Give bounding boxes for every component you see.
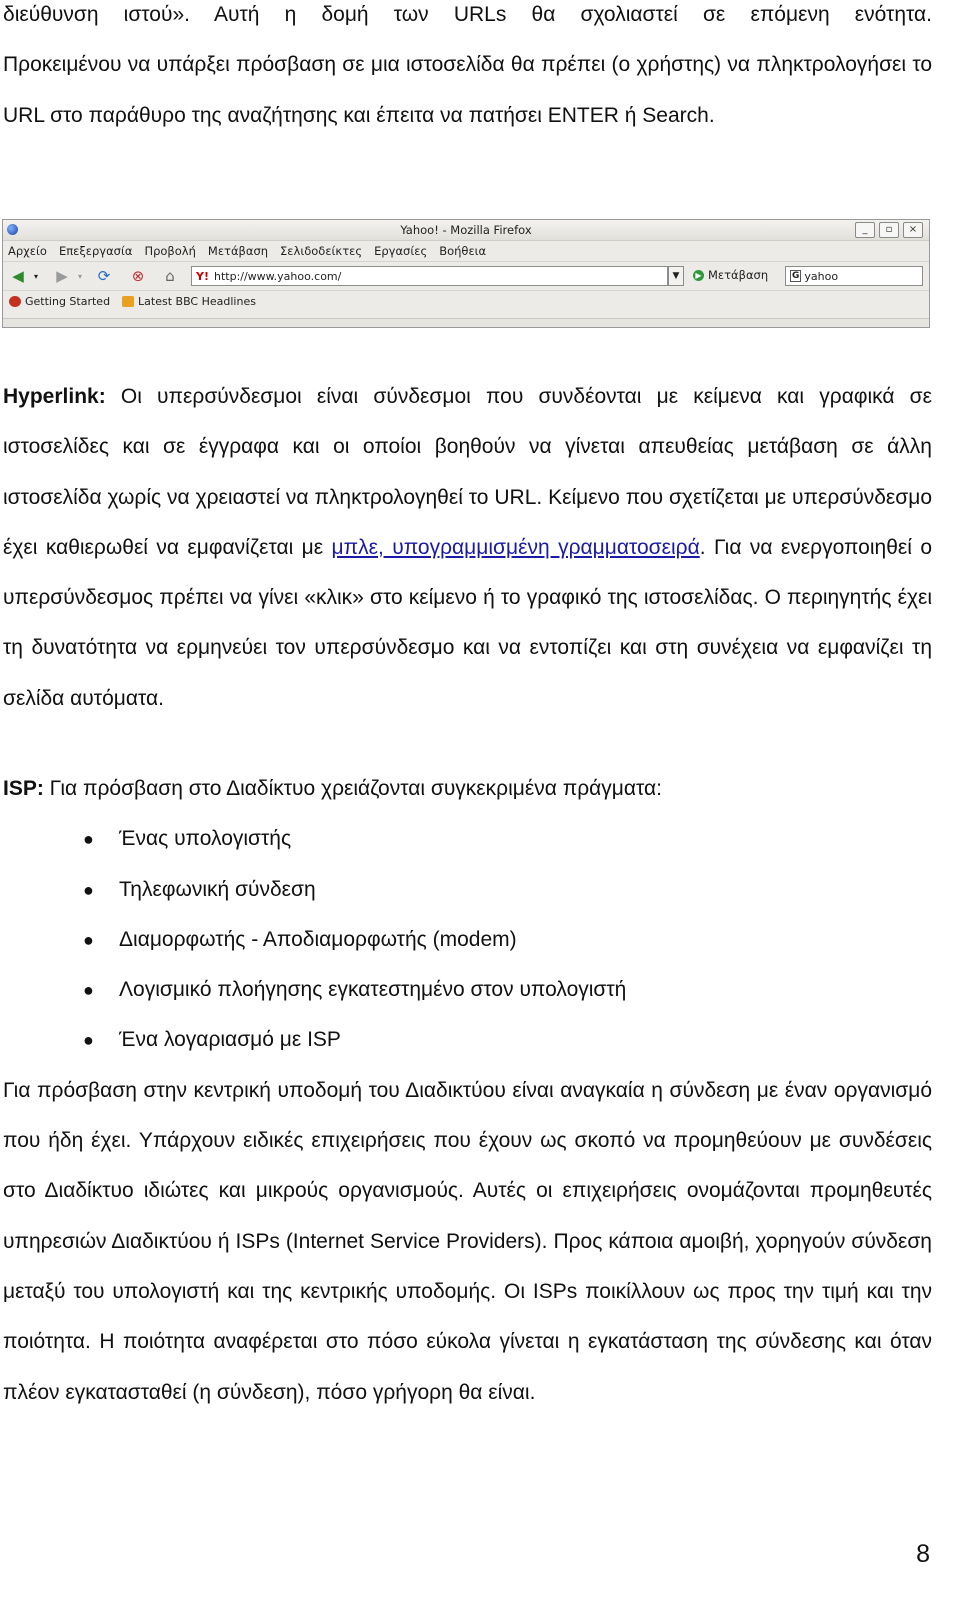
forward-icon[interactable]: ▶: [56, 267, 68, 285]
hyperlink-example-link[interactable]: μπλε, υπογραμμισμένη γραμματοσειρά: [331, 535, 700, 559]
menu-tools[interactable]: Εργασίες: [374, 244, 428, 258]
bullet-icon: ●: [83, 980, 94, 1001]
bookmark-label: Latest BBC Headlines: [138, 294, 256, 308]
isp-lead-text: Για πρόσβαση στο Διαδίκτυο χρειάζονται συγκεκριμένα πράγματα:: [43, 777, 663, 800]
browser-screenshot: [2, 219, 930, 328]
list-item: ● Λογισμικό πλοήγησης εγκατεστημένο στον υπολογιστή: [3, 965, 932, 1015]
rss-icon: [122, 296, 134, 307]
hyperlink-text-before: Οι υπερσύνδεσμοι είναι σύνδεσμοι που συνδέονται με κείμενα και γραφικά σε ιστοσελίδες και σε έγγραφα και οι οποίοι βοηθούν να γίνεται απευθείας μετάβαση σε άλλη ιστοσελίδα χωρίς να χρειαστεί να πληκτρολογηθεί το URL. Κείμενο που σχετίζεται με υπερσύνδεσμο έχει καθιερωθεί να εμφανίζεται με: [3, 385, 932, 559]
document-page: [3, 0, 932, 141]
menu-bookmarks[interactable]: Σελιδοδείκτες: [280, 244, 363, 258]
intro-line-1: διεύθυνση ιστού». Αυτή η δομή των URLs θα σχολιαστεί σε επόμενη ενότητα.: [3, 3, 932, 26]
go-label: Μετάβαση: [708, 268, 769, 282]
browser-titlebar: [3, 220, 929, 241]
back-icon[interactable]: ◀: [12, 267, 24, 285]
bullet-icon: ●: [83, 829, 94, 850]
minimize-button[interactable]: _: [855, 222, 875, 238]
browser-menubar: [3, 241, 929, 262]
browser-title: Yahoo! - Mozilla Firefox: [400, 223, 532, 237]
window-controls: [855, 222, 923, 238]
list-item: ● Ένα λογαριασμό με ISP: [3, 1015, 932, 1065]
page-number: 8: [916, 1540, 930, 1568]
menu-go[interactable]: Μετάβαση: [207, 244, 269, 258]
list-item: ● Ένας υπολογιστής: [3, 814, 932, 864]
bullet-icon: ●: [83, 1030, 94, 1051]
bullet-icon: ●: [83, 929, 94, 950]
url-dropdown-icon[interactable]: ▼: [668, 266, 684, 286]
forward-dropdown-icon[interactable]: ▾: [77, 271, 82, 281]
bookmark-bbc-headlines[interactable]: [122, 295, 256, 308]
list-item: ● Διαμορφωτής - Αποδιαμορφωτής (modem): [3, 915, 932, 965]
menu-file[interactable]: Αρχείο: [8, 244, 47, 258]
hyperlink-text-after: . Για να ενεργοποιηθεί ο υπερσύνδεσμος πρέπει να γίνει «κλικ» στο κείμενο ή το γραφικό της ιστοσελίδας. Ο περιηγητής έχει τη δυνατότητα να ερμηνεύει τον υπερσύνδεσμο και να εντοπίζει και στη συνέχεια να εμφανίζει τη σελίδα αυτόματα.: [3, 535, 933, 710]
yahoo-favicon-icon: Y!: [196, 269, 209, 283]
browser-navbar: [3, 262, 929, 291]
list-item: ● Τηλεφωνική σύνδεση: [3, 865, 932, 915]
bookmark-label: Getting Started: [25, 294, 111, 308]
maximize-button[interactable]: ▫: [879, 222, 899, 238]
hyperlink-term: Hyperlink:: [3, 385, 106, 408]
bookmark-getting-started[interactable]: [9, 295, 110, 308]
back-dropdown-icon[interactable]: ▾: [33, 271, 38, 281]
go-arrow-icon: ▶: [693, 270, 704, 281]
reload-icon[interactable]: ⟳: [97, 267, 111, 285]
isp-term: ISP:: [3, 777, 44, 800]
menu-edit[interactable]: Επεξεργασία: [58, 244, 133, 258]
intro-paragraph: Προκειμένου να υπάρξει πρόσβαση σε μια ιστοσελίδα θα πρέπει (ο χρήστης) να πληκτρολογήσει το URL στο παράθυρο της αναζήτησης και έπειτα να πατήσει ENTER ή Search.: [3, 53, 932, 127]
hyperlink-section: [3, 372, 932, 724]
url-text[interactable]: http://www.yahoo.com/: [213, 269, 342, 283]
browser-content-edge: [3, 318, 929, 327]
bookmark-firefox-icon: [9, 296, 21, 307]
search-text[interactable]: yahoo: [804, 269, 839, 283]
requirements-list: [3, 814, 932, 1065]
stop-icon[interactable]: ⊗: [131, 267, 145, 285]
menu-help[interactable]: Βοήθεια: [439, 244, 487, 258]
isp-lead: [3, 764, 932, 814]
home-icon[interactable]: ⌂: [165, 267, 175, 285]
go-button[interactable]: [693, 268, 768, 282]
bullet-icon: ●: [83, 879, 94, 900]
search-box[interactable]: [785, 266, 923, 286]
isp-section: [3, 764, 932, 1418]
bookmarks-toolbar: [3, 291, 929, 311]
menu-view[interactable]: Προβολή: [144, 244, 196, 258]
close-button[interactable]: ×: [903, 222, 923, 238]
url-bar[interactable]: [191, 266, 668, 286]
isp-paragraph: Για πρόσβαση στην κεντρική υποδομή του Διαδικτύου είναι αναγκαία η σύνδεση με έναν οργανισμό που ήδη έχει. Υπάρχουν ειδικές επιχειρήσεις που έχουν ως σκοπό να προμηθεύουν με συνδέσεις στο Διαδίκτυο ιδιώτες και μικρούς οργανισμούς. Αυτές οι επιχειρήσεις ονομάζονται προμηθευτές υπηρεσιών Διαδικτύου ή ISPs (Internet Service Providers). Προς κάποια αμοιβή, χορηγούν σύνδεση μεταξύ του υπολογιστή και της κεντρικής υποδομής. Οι ISPs ποικίλλουν ως προς την τιμή και την ποιότητα. Η ποιότητα αναφέρεται στο πόσο εύκολα γίνεται η εγκατάσταση της σύνδεσης και όταν πλέον εγκατασταθεί (η σύνδεση), πόσο γρήγορη θα είναι.: [3, 1078, 932, 1404]
hyperlink-paragraph: [3, 372, 932, 724]
google-search-icon[interactable]: G: [792, 271, 800, 281]
